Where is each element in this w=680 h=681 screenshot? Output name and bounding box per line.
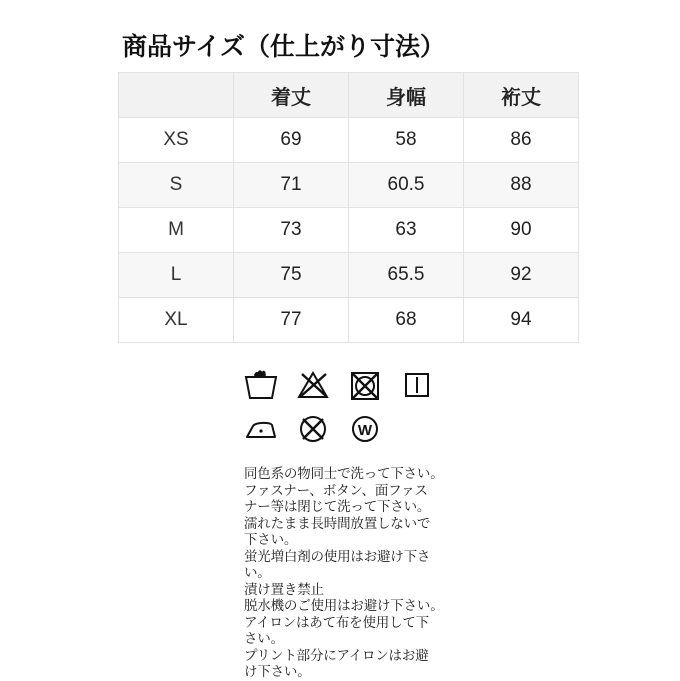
cell-l-length: 75 [234, 253, 349, 298]
row-label-s: S [119, 163, 234, 208]
row-label-m: M [119, 208, 234, 253]
no-tumble-dry-symbol [348, 368, 382, 402]
care-line: プリント部分にアイロンはお避 [244, 647, 429, 664]
cell-xl-sleeve: 94 [464, 298, 579, 343]
cell-xs-width: 58 [349, 118, 464, 163]
cell-m-sleeve: 90 [464, 208, 579, 253]
size-section-title: 商品サイズ（仕上がり寸法） [122, 33, 446, 61]
table-row [119, 298, 579, 343]
table-header-row [119, 73, 579, 118]
table-row [119, 253, 579, 298]
header-cell-sleeve: 裄丈 [464, 73, 579, 118]
row-label-xl: XL [119, 298, 234, 343]
care-symbols-row-2 [244, 412, 444, 446]
care-symbols-section [244, 368, 444, 456]
cell-m-width: 63 [349, 208, 464, 253]
care-line: 脱水機のご使用はお避け下さい。 [244, 598, 444, 614]
care-instructions [244, 466, 476, 681]
care-line: 濡れたまま長時間放置しないで [244, 515, 431, 532]
cell-l-width: 65.5 [349, 253, 464, 298]
size-table [118, 72, 579, 343]
care-line: ナー等は閉じて洗って下さい。 [244, 499, 431, 515]
cell-xl-length: 77 [234, 298, 349, 343]
iron-low-heat-symbol [244, 412, 278, 446]
cell-s-length: 71 [234, 163, 349, 208]
cell-s-sleeve: 88 [464, 163, 579, 208]
cell-xl-width: 68 [349, 298, 464, 343]
table-row [119, 118, 579, 163]
care-line: さい。 [244, 631, 284, 647]
care-line: 同色系の物同士で洗って下さい。 [244, 466, 444, 482]
no-dry-clean-symbol [296, 412, 330, 446]
care-line: ファスナー、ボタン、面ファス [244, 482, 428, 499]
row-label-xs: XS [119, 118, 234, 163]
cell-xs-length: 69 [234, 118, 349, 163]
wet-clean-symbol [348, 412, 382, 446]
header-cell-blank [119, 73, 234, 118]
cell-m-length: 73 [234, 208, 349, 253]
care-symbols-row-1 [244, 368, 444, 402]
no-chlorine-bleach-symbol [296, 368, 330, 402]
care-line: 下さい。 [244, 532, 298, 548]
header-cell-length: 着丈 [234, 73, 349, 118]
header-cell-width: 身幅 [349, 73, 464, 118]
care-line: アイロンはあて布を使用して下 [244, 614, 429, 631]
care-line: け下さい。 [244, 664, 311, 680]
care-line: い。 [244, 565, 271, 581]
cell-xs-sleeve: 86 [464, 118, 579, 163]
size-table-head [119, 73, 579, 118]
line-dry-symbol [400, 368, 434, 402]
size-section [118, 28, 566, 343]
table-row [119, 208, 579, 253]
svg-text:W: W [357, 422, 373, 439]
care-line: 漬け置き禁止 [244, 581, 324, 598]
care-line: 蛍光増白剤の使用はお避け下さ [244, 548, 431, 565]
hand-wash-symbol [244, 368, 278, 402]
row-label-l: L [119, 253, 234, 298]
size-table-body [119, 118, 579, 343]
cell-s-width: 60.5 [349, 163, 464, 208]
cell-l-sleeve: 92 [464, 253, 579, 298]
table-row [119, 163, 579, 208]
